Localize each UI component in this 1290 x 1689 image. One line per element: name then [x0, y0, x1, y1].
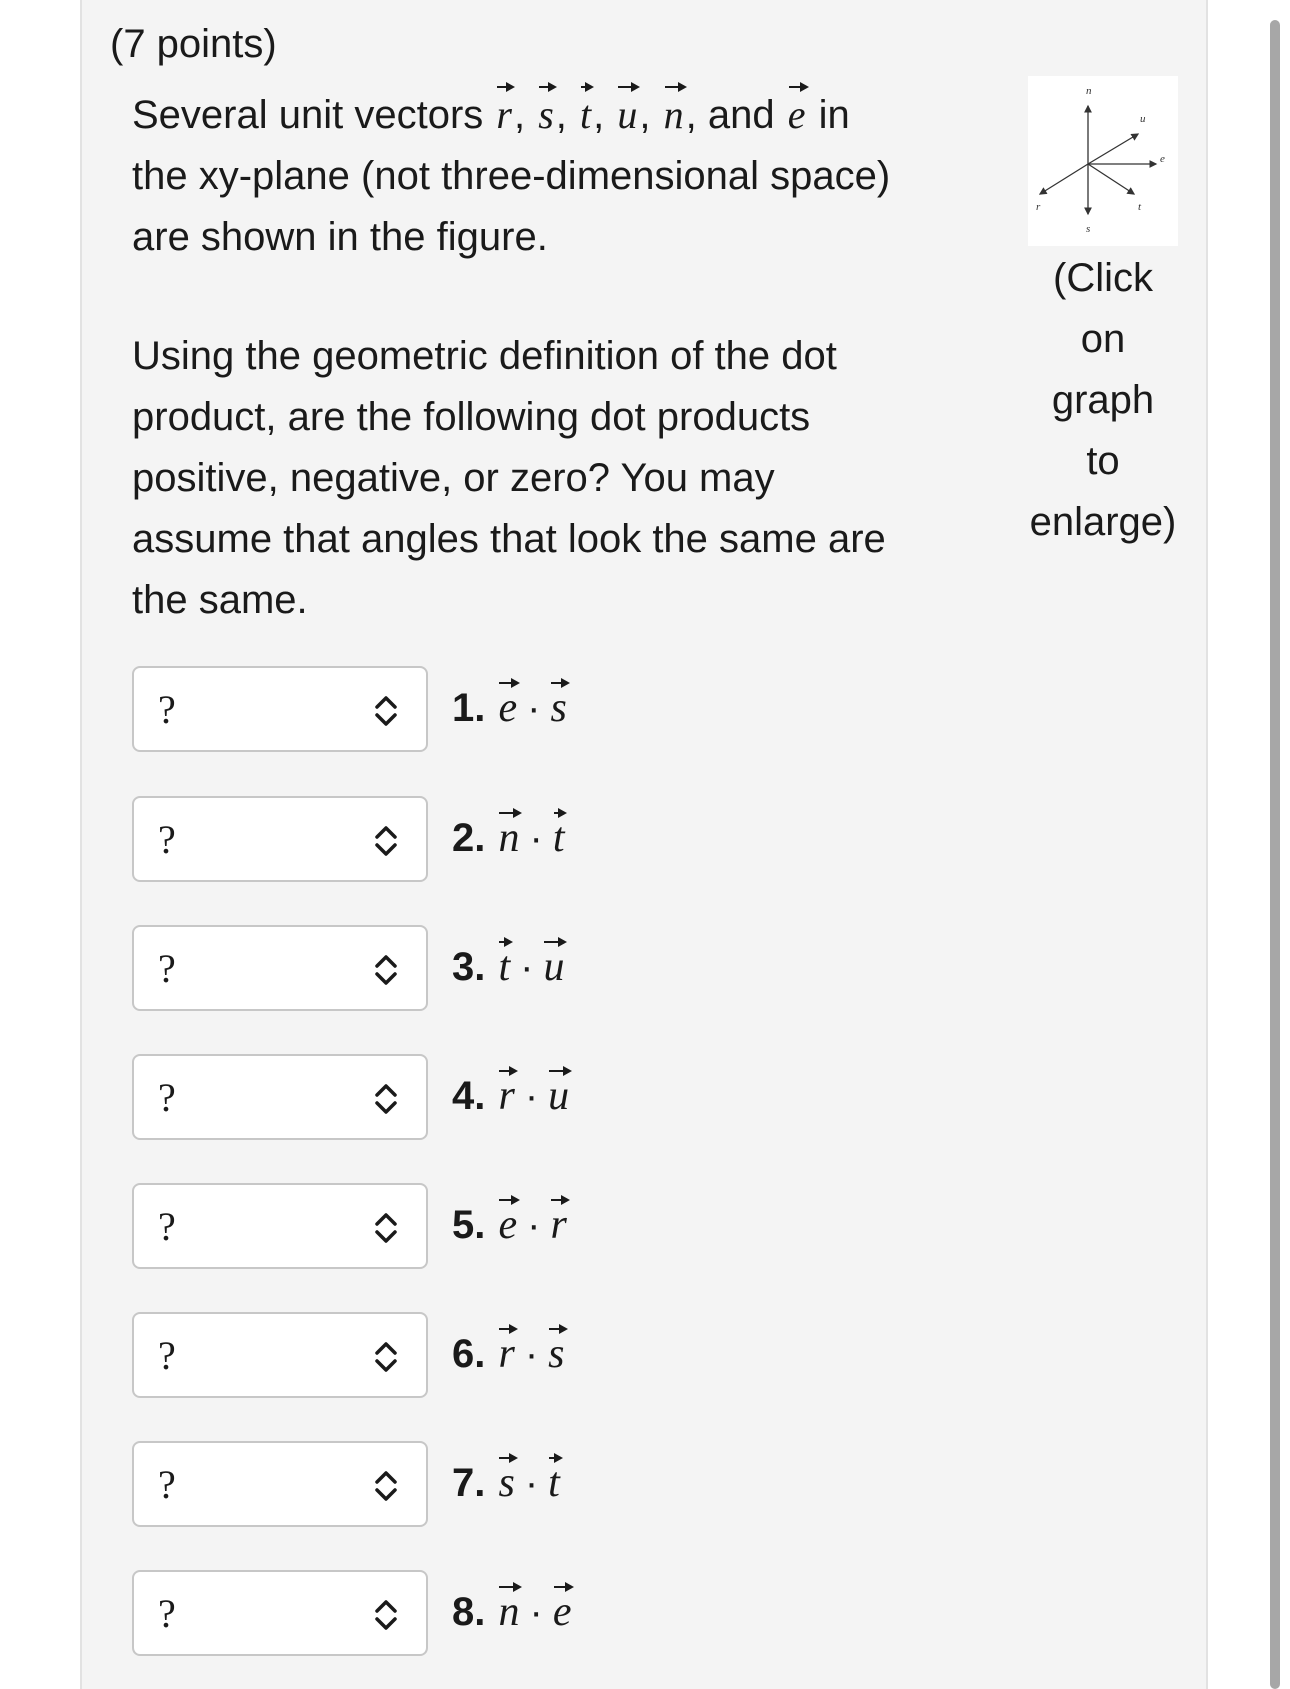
- question-label-8: [452, 1584, 573, 1640]
- caption-line: graph: [1051, 378, 1155, 422]
- vector-s: s: [536, 84, 556, 145]
- question-label-3: [452, 939, 566, 995]
- vector-t: t: [578, 84, 593, 145]
- vector-b: u: [546, 1068, 571, 1124]
- dot-operator: ·: [529, 1590, 543, 1634]
- question-text: Using the geometric definition of the dot product, are the following dot products positive, negative, or zero? You may assume that angles that look the same are the same.: [132, 334, 886, 622]
- question-row-3: [132, 925, 832, 1011]
- answer-select-4[interactable]: [132, 1054, 428, 1140]
- select-value: ?: [158, 687, 176, 732]
- dot-operator: ·: [524, 1074, 539, 1118]
- question-number: 4.: [452, 1074, 486, 1118]
- figure-label-r: r: [1036, 201, 1041, 213]
- updown-chevron-icon: [372, 1081, 400, 1117]
- answer-select-1[interactable]: [132, 666, 428, 752]
- question-label-5: [452, 1197, 569, 1253]
- vector-a: n: [496, 1584, 521, 1640]
- dot-operator: ·: [524, 1332, 539, 1376]
- updown-chevron-icon: [372, 823, 400, 859]
- answer-select-5[interactable]: [132, 1183, 428, 1269]
- figure-label-e: e: [1160, 153, 1165, 165]
- answer-select-6[interactable]: [132, 1312, 428, 1398]
- select-value: ?: [158, 1333, 176, 1378]
- question-number: 6.: [452, 1332, 486, 1376]
- vector-n: n: [662, 84, 686, 145]
- vector-b: t: [546, 1455, 562, 1511]
- vector-b: t: [551, 810, 567, 866]
- scrollbar[interactable]: [1270, 20, 1280, 1689]
- vector-figure-thumbnail[interactable]: [1028, 76, 1178, 246]
- updown-chevron-icon: [372, 1210, 400, 1246]
- question-label-4: [452, 1068, 571, 1124]
- select-value: ?: [158, 817, 176, 862]
- question-number: 8.: [452, 1590, 486, 1634]
- updown-chevron-icon: [372, 1597, 400, 1633]
- dot-operator: ·: [529, 816, 543, 860]
- answer-select-2[interactable]: [132, 796, 428, 882]
- figure-label-u: u: [1140, 113, 1146, 125]
- dot-operator: ·: [520, 945, 534, 989]
- answer-select-8[interactable]: [132, 1570, 428, 1656]
- question-row-4: [132, 1054, 832, 1140]
- intro-prefix: Several unit vectors: [132, 93, 484, 137]
- updown-chevron-icon: [372, 1468, 400, 1504]
- question-row-7: [132, 1441, 832, 1527]
- vector-diagram: [1028, 76, 1178, 246]
- question-label-7: [452, 1455, 562, 1511]
- enlarge-caption[interactable]: [1010, 248, 1196, 553]
- question-number: 1.: [452, 686, 486, 730]
- select-value: ?: [158, 1462, 176, 1507]
- vector-r: r: [494, 84, 514, 145]
- vector-b: r: [548, 1197, 568, 1253]
- question-row-1: [132, 666, 832, 752]
- question-number: 5.: [452, 1203, 486, 1247]
- vector-b: e: [551, 1584, 574, 1640]
- updown-chevron-icon: [372, 952, 400, 988]
- intro-suffix: in the xy-plane (not three-dimensional space) are shown in the figure.: [132, 93, 891, 259]
- question-row-6: [132, 1312, 832, 1398]
- select-value: ?: [158, 1204, 176, 1249]
- vector-a: e: [496, 1197, 519, 1253]
- question-number: 2.: [452, 816, 486, 860]
- select-value: ?: [158, 1591, 176, 1636]
- select-value: ?: [158, 946, 176, 991]
- vector-a: r: [496, 1326, 516, 1382]
- figure-label-t: t: [1138, 201, 1142, 213]
- answer-select-3[interactable]: [132, 925, 428, 1011]
- question-row-2: [132, 796, 832, 882]
- vector-a: s: [496, 1455, 516, 1511]
- figure-label-n: n: [1086, 85, 1092, 97]
- vector-b: u: [541, 939, 566, 995]
- vector-u-arrow: [1088, 134, 1138, 164]
- vector-a: n: [496, 810, 521, 866]
- caption-line: to: [1086, 439, 1120, 483]
- vector-r-arrow: [1040, 164, 1088, 194]
- caption-line: (Click: [1053, 256, 1153, 300]
- vector-a: t: [496, 939, 512, 995]
- vector-t-arrow: [1088, 164, 1134, 194]
- question-number: 3.: [452, 945, 486, 989]
- dot-operator: ·: [527, 686, 541, 730]
- caption-line: enlarge): [1029, 500, 1177, 544]
- question-row-5: [132, 1183, 832, 1269]
- vector-a: e: [496, 680, 519, 736]
- dot-operator: ·: [527, 1203, 541, 1247]
- vector-e: e: [786, 84, 808, 145]
- question-label-2: [452, 810, 566, 866]
- dot-operator: ·: [524, 1461, 539, 1505]
- vector-a: r: [496, 1068, 516, 1124]
- points-label: (7 points): [110, 22, 277, 66]
- figure-label-s: s: [1086, 223, 1091, 235]
- updown-chevron-icon: [372, 1339, 400, 1375]
- question-number: 7.: [452, 1461, 486, 1505]
- updown-chevron-icon: [372, 693, 400, 729]
- vector-b: s: [548, 680, 568, 736]
- caption-line: on: [1080, 317, 1126, 361]
- question-label-6: [452, 1326, 567, 1382]
- vector-b: s: [546, 1326, 566, 1382]
- intro-text: Several unit vectors r, s, t, u, n, and e in the xy-plane (not three-dimensional space) are shown in the figure.: [132, 84, 912, 268]
- vector-u: u: [615, 84, 639, 145]
- answer-select-7[interactable]: [132, 1441, 428, 1527]
- intro-and: and: [707, 93, 775, 137]
- select-value: ?: [158, 1075, 176, 1120]
- question-label-1: [452, 680, 569, 736]
- question-row-8: [132, 1570, 832, 1656]
